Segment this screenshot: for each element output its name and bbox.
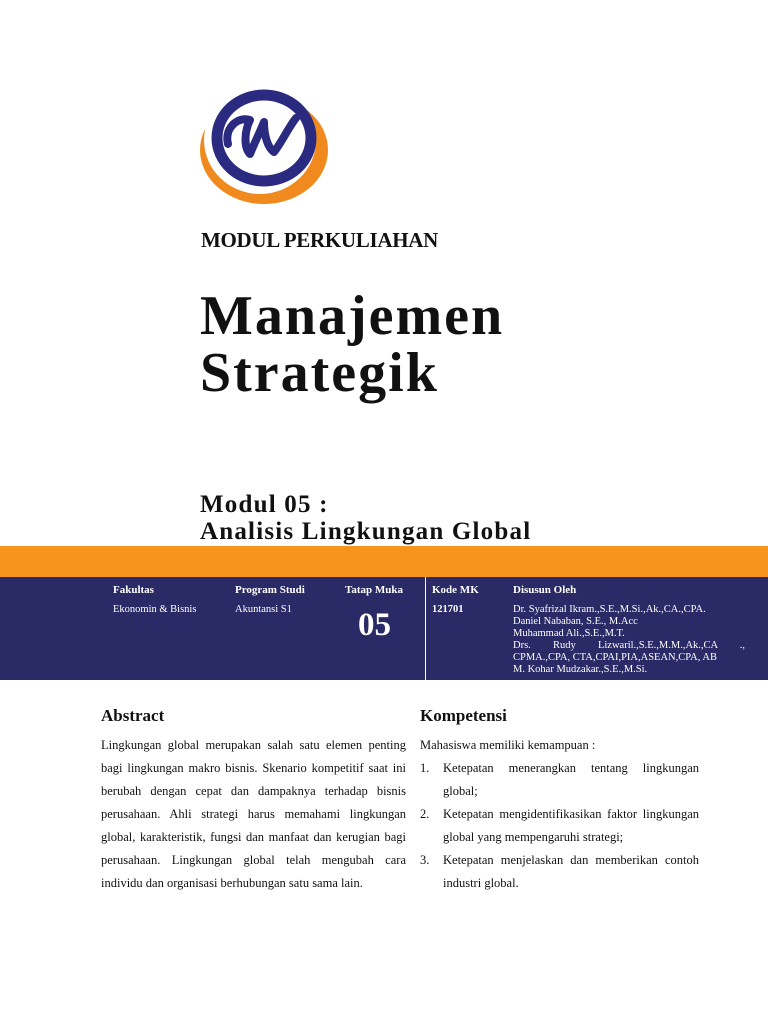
list-item-text: Ketepatan menerangkan tentang lingkungan global; — [443, 761, 699, 798]
document-type-label: MODUL PERKULIAHAN — [201, 228, 438, 252]
list-item-text: Ketepatan menjelaskan dan memberikan contoh industri global. — [443, 853, 699, 890]
orange-band — [0, 546, 768, 577]
kompetensi-heading: Kompetensi — [420, 706, 507, 725]
tatap-muka-value: 05 — [358, 607, 391, 643]
disusun-oleh-label: Disusun Oleh — [513, 584, 577, 596]
list-item-number: 3. — [420, 853, 430, 867]
course-title-line-2: Strategik — [200, 342, 439, 404]
list-item — [420, 757, 699, 803]
list-item-text: Ketepatan mengidentifikasikan faktor lingkungan global yang mempengaruhi strategi; — [443, 807, 699, 844]
fakultas-label: Fakultas — [113, 584, 154, 596]
list-item — [420, 849, 699, 895]
list-item — [420, 803, 699, 849]
tatap-muka-label: Tatap Muka — [345, 584, 403, 596]
list-item-number: 2. — [420, 807, 430, 821]
author-line: Dr. Syafrizal Ikram.,S.E.,M.Si.,Ak.,CA.,CPA. — [513, 604, 706, 615]
module-number: Modul 05 : — [200, 491, 329, 518]
author-line: M. Kohar Mudzakar.,S.E.,M.Si. — [513, 664, 648, 675]
kode-mk-value: 121701 — [432, 604, 464, 615]
abstract-heading: Abstract — [101, 706, 165, 725]
kode-mk-label: Kode MK — [432, 584, 479, 596]
course-title-line-1: Manajemen — [200, 285, 505, 347]
author-list — [513, 604, 745, 676]
list-item-number: 1. — [420, 761, 430, 775]
kompetensi-intro: Mahasiswa memiliki kemampuan : — [420, 738, 596, 752]
author-line: CPMA.,CPA, CTA,CPAI,PIA,ASEAN,CPA, AB — [513, 652, 717, 663]
program-studi-label: Program Studi — [235, 584, 305, 596]
table-divider — [425, 577, 426, 680]
mercu-buana-w-logo-icon — [198, 88, 330, 208]
author-line: Drs. Rudy Lizwaril.,S.E.,M.M.,Ak.,CA ., — [513, 640, 745, 651]
author-line: Muhammad Ali.,S.E.,M.T. — [513, 628, 625, 639]
author-line: Daniel Nababan, S.E., M.Acc — [513, 616, 638, 627]
abstract-text: Lingkungan global merupakan salah satu elemen penting bagi lingkungan makro bisnis. Skenario kompetitif saat ini berubah dengan cepat dan dampaknya terhadap bisnis perusahaan. Ahli strategi harus memahami lingkungan global, karakteristik, fungsi dan manfaat dan kerugian bagi perusahaan. Lingkungan global telah mengubah cara individu dan organisasi berhubungan satu sama lain. — [101, 738, 406, 890]
kompetensi-list — [420, 757, 699, 895]
program-studi-value: Akuntansi S1 — [235, 604, 292, 615]
course-title — [200, 285, 505, 404]
fakultas-value: Ekonomin & Bisnis — [113, 604, 197, 615]
module-title: Analisis Lingkungan Global — [200, 518, 532, 545]
course-info-table — [0, 577, 768, 680]
